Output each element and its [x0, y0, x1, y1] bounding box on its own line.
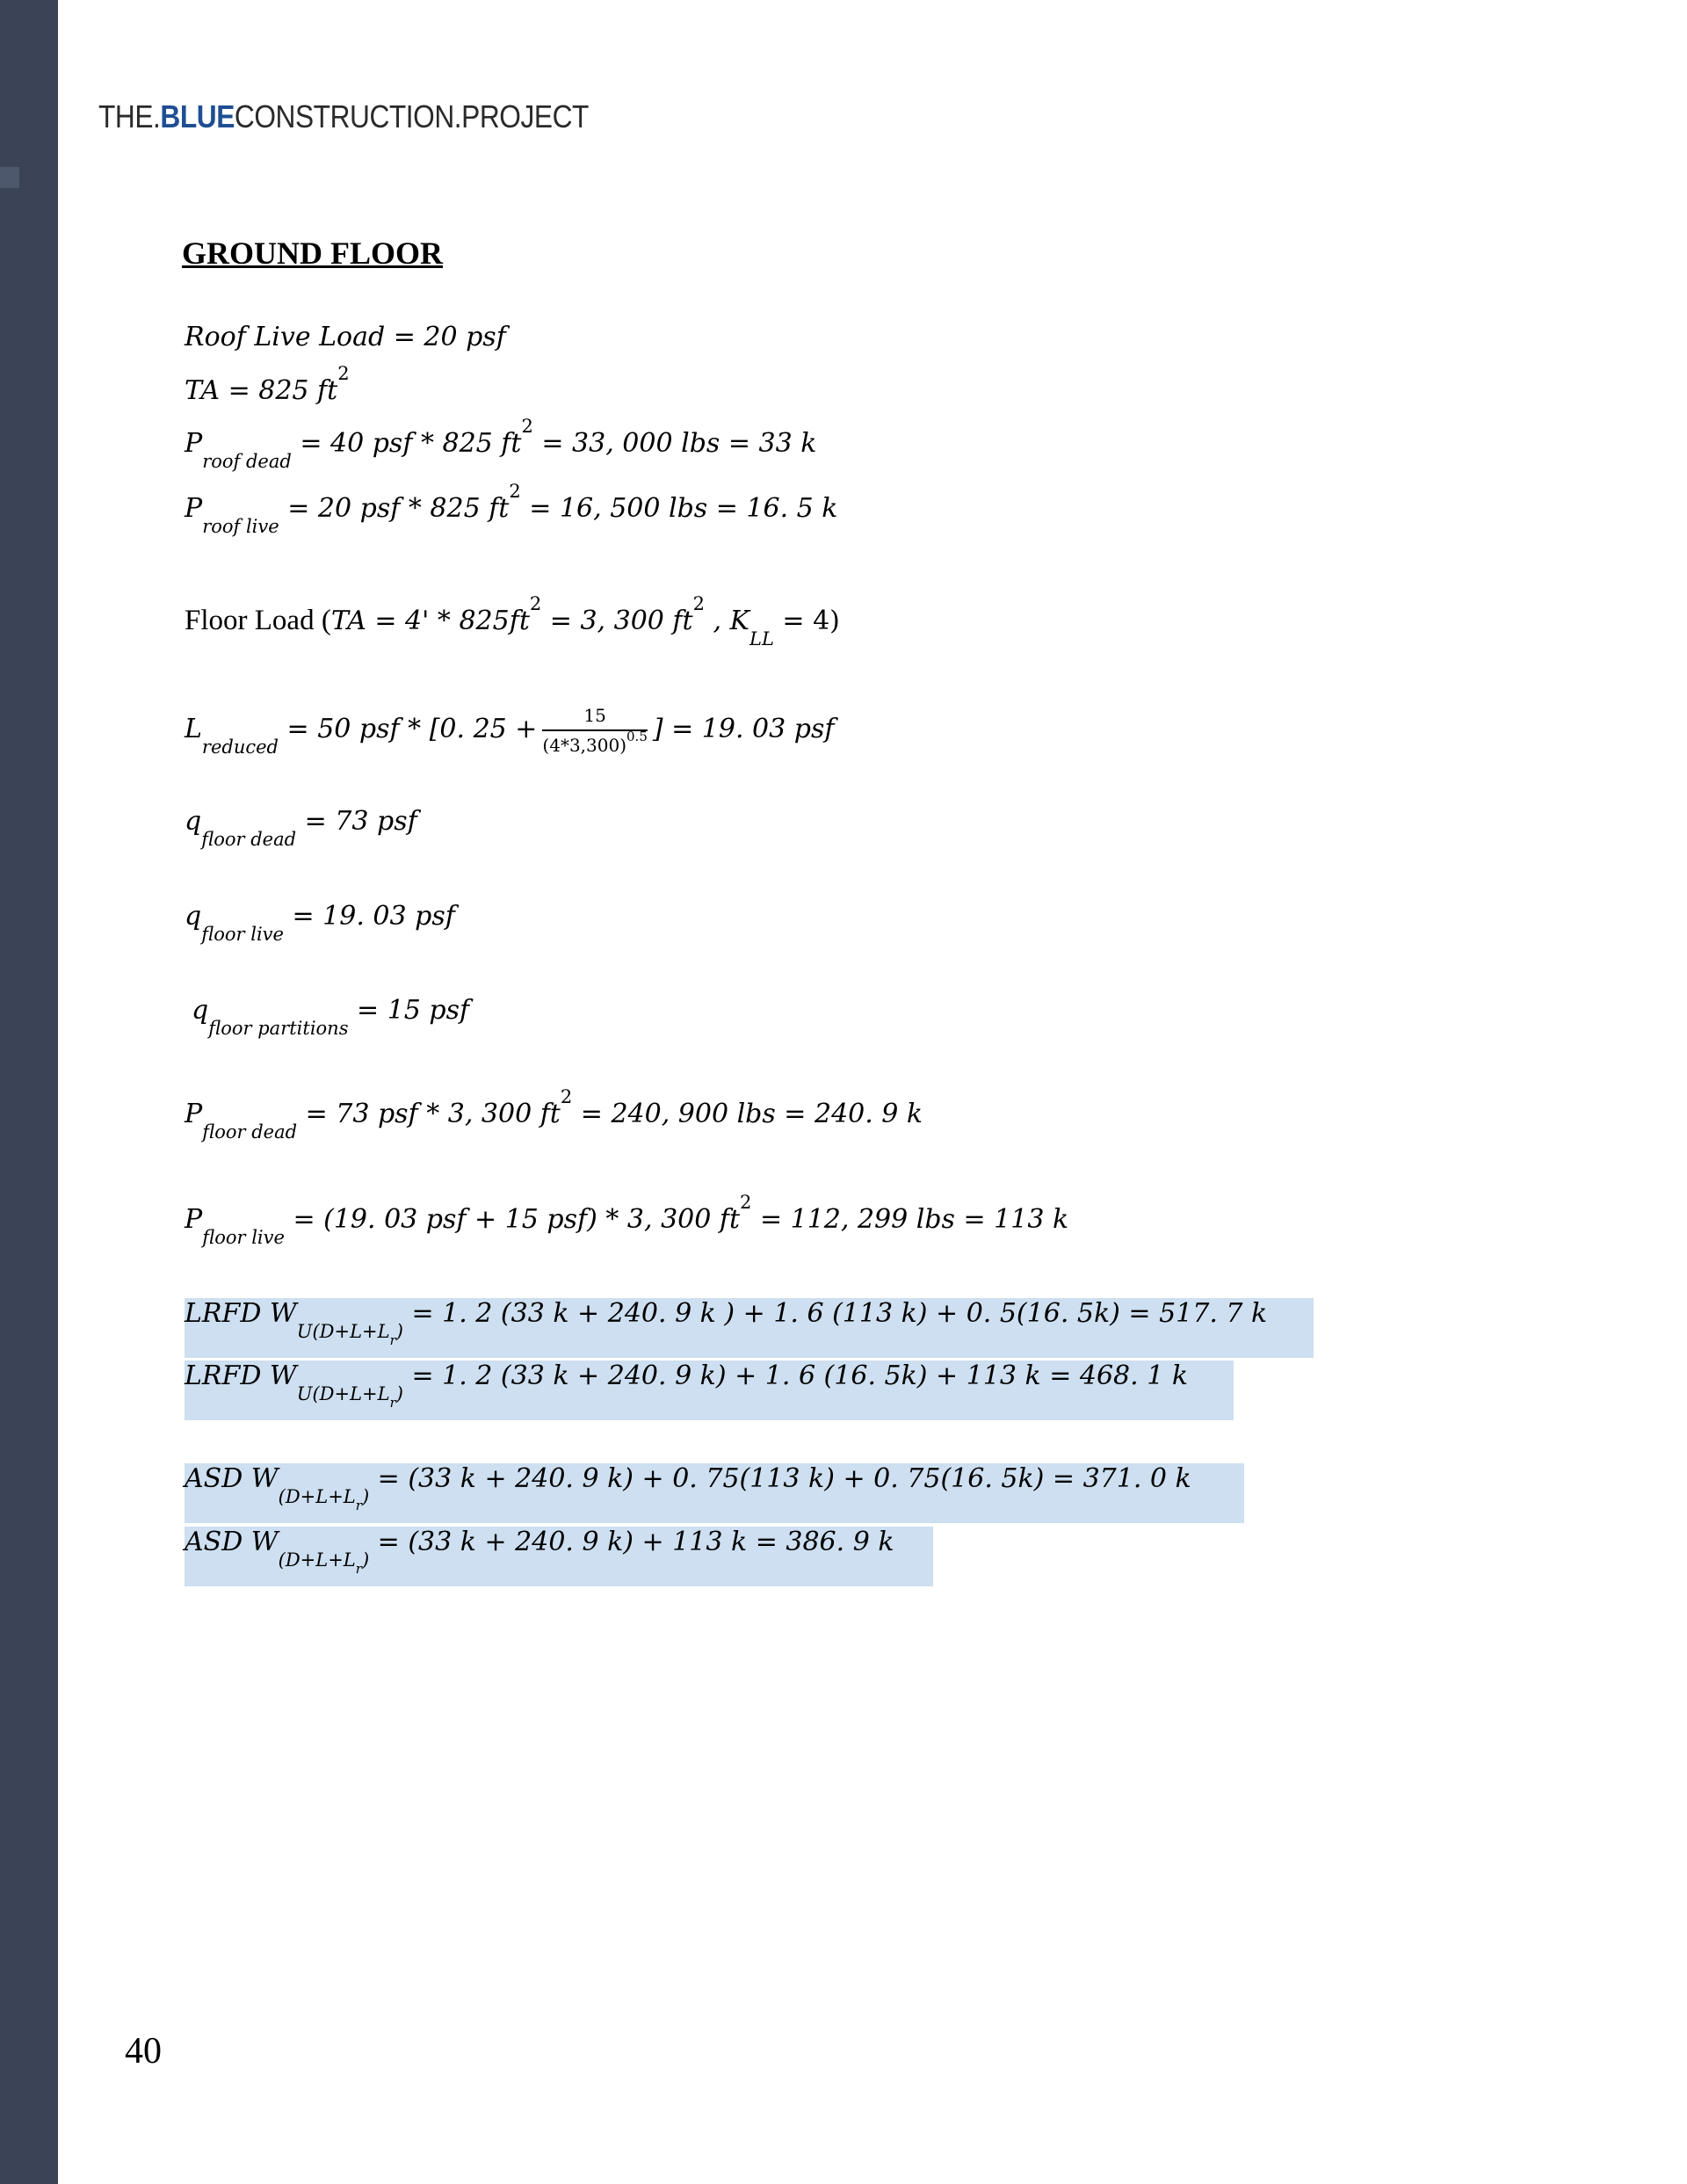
sub-floor-partitions: floor partitions	[208, 1018, 349, 1039]
eq-roof-live-load: Roof Live Load = 20 psf	[185, 322, 506, 352]
asd-1-symbol: ASD W	[185, 1463, 279, 1494]
eq-ta-text: TA = 825 ft	[185, 375, 338, 406]
floor-load-d: = 4)	[773, 606, 840, 636]
frac-den-text: (4*3,300)	[542, 735, 627, 756]
eq-l-reduced	[185, 705, 834, 756]
lrfd-1-sub-text: U(D+L+L	[296, 1321, 390, 1342]
sub-floor-live: floor live	[202, 1227, 285, 1248]
lrfd-1-symbol: LRFD W	[185, 1298, 297, 1329]
exp: 2	[740, 1192, 752, 1213]
eq-q-floor-dead	[185, 806, 417, 850]
eq-q-floor-live	[185, 901, 455, 945]
asd-1-sub	[278, 1486, 370, 1513]
p-floor-live-b: = 112, 299 lbs = 113 k	[751, 1204, 1069, 1235]
q-floor-live-val: = 19. 03 psf	[292, 901, 455, 932]
asd-2-sub-text: (D+L+L	[278, 1549, 356, 1571]
lrfd-2-sub-close: )	[395, 1383, 403, 1404]
asd-2-expr: = (33 k + 240. 9 k) + 113 k = 386. 9 k	[369, 1527, 894, 1557]
sym-q: q	[192, 995, 209, 1026]
lrfd-1-sub-close: )	[395, 1321, 403, 1342]
sub-floor-dead: floor dead	[202, 1121, 298, 1143]
lrfd-combination-1	[185, 1298, 1314, 1358]
asd-combination-2	[185, 1527, 933, 1586]
eq-p-roof-live	[185, 481, 838, 537]
asd-1-expr: = (33 k + 240. 9 k) + 0. 75(113 k) + 0. 75(16. 5k) = 371. 0 k	[369, 1463, 1191, 1494]
sub-reduced: reduced	[201, 736, 279, 758]
asd-1-sub-r: r	[355, 1498, 362, 1513]
lrfd-combination-2	[185, 1360, 1234, 1420]
lrfd-2-expr: = 1. 2 (33 k + 240. 9 k) + 1. 6 (16. 5k) + 113 k = 468. 1 k	[402, 1360, 1189, 1391]
brand-suffix: CONSTRUCTION.PROJECT	[234, 98, 589, 134]
brand-prefix: THE.	[98, 98, 161, 134]
floor-load-b: = 3, 300 ft	[541, 606, 693, 636]
asd-combination-1	[185, 1463, 1244, 1523]
eq-p-roof-dead-b: = 33, 000 lbs = 33 k	[532, 428, 817, 459]
sym-q: q	[185, 806, 202, 837]
eq-floor-load	[185, 593, 840, 649]
asd-2-sub-close: )	[361, 1549, 370, 1571]
eq-p-floor-dead	[185, 1086, 923, 1143]
q-floor-part-val: = 15 psf	[357, 995, 470, 1026]
exp: 2	[692, 593, 705, 614]
sub-floor-dead: floor dead	[201, 829, 297, 850]
brand-header	[98, 98, 589, 135]
lrfd-1-sub	[296, 1321, 403, 1348]
lrfd-2-sub-r: r	[389, 1395, 396, 1411]
lrfd-2-symbol: LRFD W	[185, 1360, 297, 1391]
sym-p: P	[185, 1099, 203, 1129]
frac-numerator: 15	[542, 705, 647, 731]
exp: 2	[560, 1086, 573, 1107]
asd-1-sub-close: )	[361, 1486, 370, 1507]
sym-p: P	[185, 1204, 203, 1235]
sidebar-mark	[0, 167, 19, 188]
eq-p-roof-dead-a: = 40 psf * 825 ft	[300, 428, 522, 459]
fraction	[542, 705, 647, 756]
left-sidebar-band	[0, 0, 58, 2184]
asd-2-symbol: ASD W	[185, 1527, 279, 1557]
frac-den-exp: 0.5	[626, 729, 648, 744]
floor-load-label: Floor Load (	[185, 605, 331, 636]
p-floor-live-a: = (19. 03 psf + 15 psf) * 3, 300 ft	[293, 1204, 741, 1235]
l-reduced-a: = 50 psf * [0. 25 +	[286, 714, 538, 744]
eq-q-floor-partitions	[192, 995, 470, 1039]
exp: 2	[509, 481, 521, 502]
brand-highlight: BLUE	[160, 98, 235, 134]
lrfd-2-sub	[296, 1383, 403, 1411]
eq-ta	[185, 363, 350, 406]
eq-p-roof-live-b: = 16, 500 lbs = 16. 5 k	[520, 493, 838, 524]
eq-p-roof-dead	[185, 416, 817, 472]
eq-ta-exp: 2	[337, 363, 350, 384]
p-floor-dead-b: = 240, 900 lbs = 240. 9 k	[572, 1099, 923, 1129]
asd-2-sub	[278, 1549, 370, 1577]
l-reduced-b: ] = 19. 03 psf	[652, 714, 835, 744]
lrfd-2-sub-text: U(D+L+L	[296, 1383, 390, 1404]
sym-p: P	[185, 493, 203, 524]
sym-p: P	[185, 428, 203, 459]
exp: 2	[529, 593, 542, 614]
eq-p-floor-live	[185, 1192, 1069, 1248]
sym-q: q	[185, 901, 202, 932]
asd-2-sub-r: r	[355, 1561, 362, 1577]
lrfd-1-expr: = 1. 2 (33 k + 240. 9 k ) + 1. 6 (113 k) + 0. 5(16. 5k) = 517. 7 k	[402, 1298, 1268, 1329]
exp: 2	[521, 416, 533, 437]
sub-kll: LL	[749, 628, 774, 649]
eq-p-roof-live-a: = 20 psf * 825 ft	[287, 493, 510, 524]
sub-roof-dead: roof dead	[202, 451, 292, 472]
p-floor-dead-a: = 73 psf * 3, 300 ft	[305, 1099, 561, 1129]
asd-1-sub-text: (D+L+L	[278, 1486, 356, 1507]
section-title: GROUND FLOOR	[182, 236, 443, 271]
sub-roof-live: roof live	[202, 516, 279, 537]
floor-load-a: TA = 4' * 825ft	[330, 606, 530, 636]
sub-floor-live: floor live	[201, 924, 284, 945]
q-floor-dead-val: = 73 psf	[304, 806, 417, 837]
floor-load-c: , K	[704, 606, 749, 636]
sym-l: L	[185, 714, 202, 744]
frac-denominator	[542, 731, 647, 756]
lrfd-1-sub-r: r	[389, 1332, 396, 1348]
page-number: 40	[125, 2031, 162, 2072]
